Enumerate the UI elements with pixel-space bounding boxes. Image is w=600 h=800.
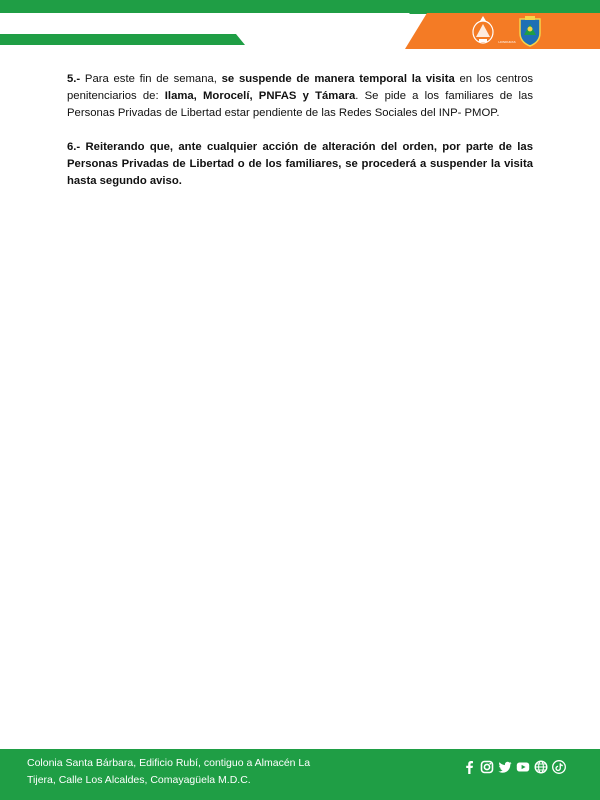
document-body: [67, 71, 533, 207]
logo-caption: HONDURAS: [498, 40, 516, 44]
twitter-icon[interactable]: [498, 760, 512, 774]
paragraph-5-text1: Para este fin de semana,: [80, 73, 222, 85]
footer-address-line1: Colonia Santa Bárbara, Edificio Rubí, contiguo a Almacén La: [27, 757, 311, 769]
inp-shield-icon: [516, 15, 544, 47]
paragraph-5-bold1: se suspende de manera temporal la visita: [221, 73, 455, 85]
social-icons: [462, 760, 566, 774]
tiktok-icon[interactable]: [552, 760, 566, 774]
paragraph-5-bold2: Ilama, Morocelí, PNFAS y Támara: [164, 90, 356, 102]
paragraph-5-text3: . Se pide a los familiares de las Personas Privadas de Libertad estar pendiente de las Redes Sociales del INP- PMOP.: [67, 90, 533, 119]
footer-address-line2: Tijera, Calle Los Alcaldes, Comayagüela M.D.C.: [27, 774, 251, 786]
instagram-icon[interactable]: [480, 760, 494, 774]
header-white-slant: [0, 13, 410, 33]
web-icon[interactable]: [534, 760, 548, 774]
paragraph-6-number: 6.-: [67, 141, 81, 153]
footer-address: [27, 755, 357, 789]
header-green-stripe: [0, 34, 245, 45]
paragraph-5-text2: en los centros penitenciarios de:: [67, 73, 534, 102]
paragraph-5: [67, 71, 533, 122]
header-green-band: [0, 0, 600, 14]
paragraph-6-bold: Reiterando que, ante cualquier acción de alteración del orden, por parte de las Personas Privadas de Libertad o de los familiares, se procederá a suspender la visita hasta segundo aviso.: [67, 141, 533, 187]
facebook-icon[interactable]: [462, 760, 476, 774]
paragraph-6: [67, 139, 533, 190]
youtube-icon[interactable]: [516, 760, 530, 774]
paragraph-5-number: 5.-: [67, 73, 81, 85]
